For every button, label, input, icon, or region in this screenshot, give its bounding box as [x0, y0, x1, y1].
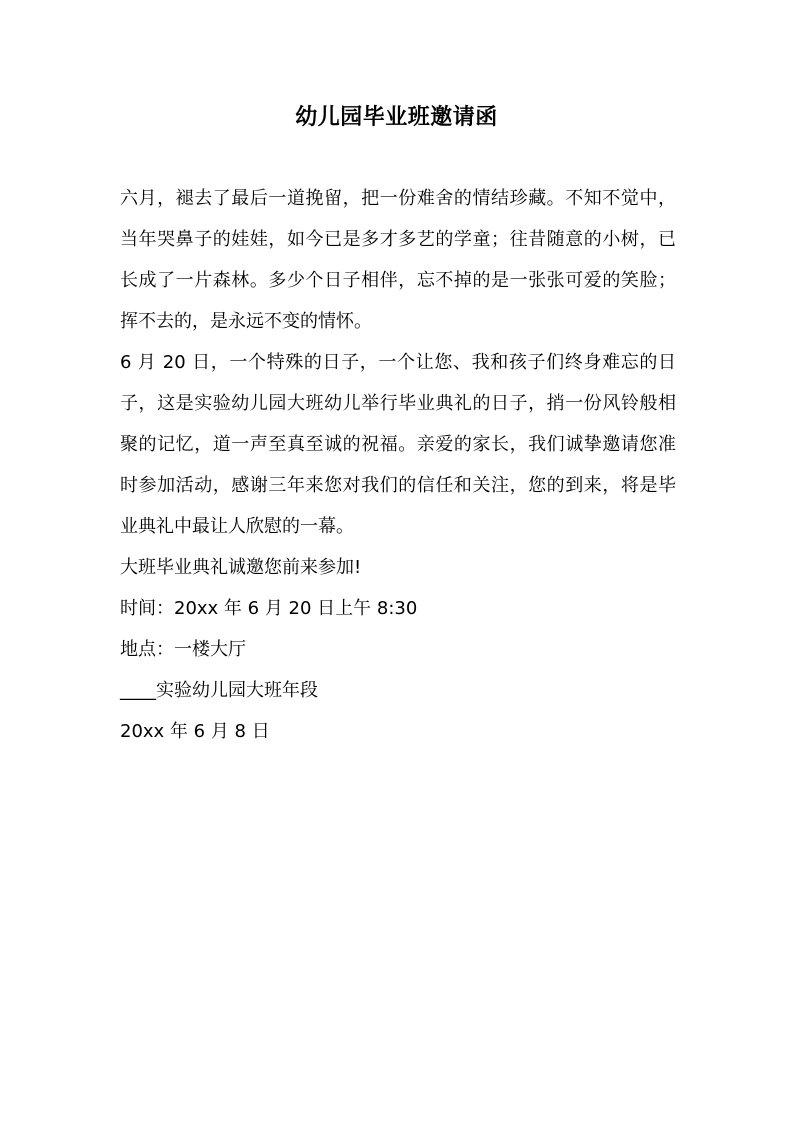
event-time: 时间：20xx 年 6 月 20 日上午 8:30 [120, 598, 418, 619]
invite-line: 大班毕业典礼诚邀您前来参加! [120, 557, 362, 578]
paragraph-intro: 六月，褪去了最后一道挽留，把一份难舍的情结珍藏。不知不觉中，当年哭鼻子的娃娃，如今已是多才多艺的学童；往昔随意的小树，已长成了一片森林。多少个日子相伴，忘不掉的是一张张可爱的笑脸；挥不去的，是永远不变的情怀。 [120, 188, 676, 332]
signature: ____实验幼儿园大班年段 [120, 680, 318, 701]
document-title: 幼儿园毕业班邀请函 [295, 105, 498, 130]
issue-date: 20xx 年 6 月 8 日 [120, 721, 270, 742]
paragraph-invitation: 6 月 20 日，一个特殊的日子，一个让您、我和孩子们终身难忘的日子，这是实验幼儿园大班幼儿举行毕业典礼的日子，捎一份风铃般相聚的记忆，道一声至真至诚的祝福。亲爱的家长，我们诚挚邀请您准时参加活动，感谢三年来您对我们的信任和关注，您的到来，将是毕业典礼中最让人欣慰的一幕。 [120, 352, 676, 537]
event-location: 地点：一楼大厅 [120, 639, 246, 660]
document-body [120, 178, 676, 752]
